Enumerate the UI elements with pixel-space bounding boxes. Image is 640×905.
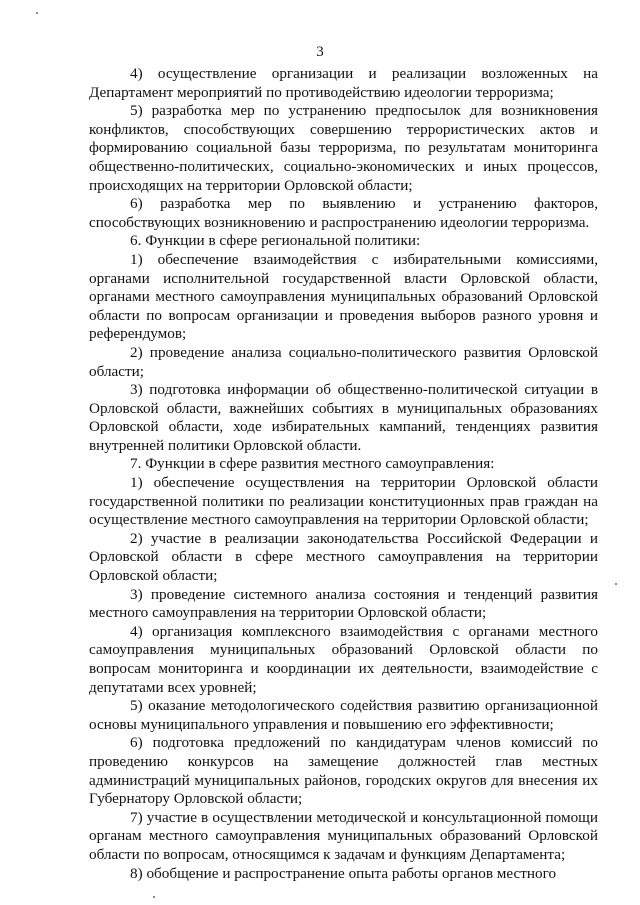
scan-speck xyxy=(153,896,155,898)
paragraph-local-5: 5) оказание методологического содействия развитию организационной основы муниципального управления и повышению его эффективности; xyxy=(89,697,598,733)
paragraph-local-6: 6) подготовка предложений по кандидатурам членов комиссий по проведению конкурсов на замещение должностей глав местных администраций муниципальных районов, городских округов для внесения их Губернатору Орловской области; xyxy=(89,734,598,808)
paragraph-local-1: 1) обеспечение осуществления на территории Орловской области государственной политики по реализации конституционных прав граждан на осуществление местного самоуправления на территории Орловской области; xyxy=(89,474,598,529)
paragraph-item-6-factors: 6) разработка мер по выявлению и устранению факторов, способствующих возникновению и распространению идеологии терроризма. xyxy=(89,195,598,231)
paragraph-local-7: 7) участие в осуществлении методической и консультационной помощи органам местного самоуправления муниципальных образований Орловской области по вопросам, относящимся к задачам и функциям Департамента; xyxy=(89,808,598,863)
body-text xyxy=(89,65,598,883)
paragraph-local-4: 4) организация комплексного взаимодействия с органами местного самоуправления муниципальных образований Орловской области по вопросам мониторинга и координации их деятельности, взаимодействие с депутатами всех уровней; xyxy=(89,622,598,696)
paragraph-local-2: 2) участие в реализации законодательства Российской Федерации и Орловской области в сфере местного самоуправления на территории Орловской области; xyxy=(89,529,598,585)
paragraph-local-3: 3) проведение системного анализа состояния и тенденций развития местного самоуправления на территории Орловской области; xyxy=(89,585,598,622)
section-heading-regional-policy: 6. Функции в сфере региональной политики: xyxy=(130,232,421,250)
paragraph-regional-3: 3) подготовка информации об общественно-политической ситуации в Орловской области, важнейших событиях в муниципальных образованиях Орловской области, ходе избирательных кампаний, тенденциях развития внутренней политики Орловской области. xyxy=(89,381,598,454)
paragraph-local-8: 8) обобщение и распространение опыта работы органов местного xyxy=(130,864,557,882)
section-heading-local-government: 7. Функции в сфере развития местного самоуправления: xyxy=(130,455,495,473)
scan-speck xyxy=(615,583,617,585)
paragraph-item-4-antiterror: 4) осуществление организации и реализации возложенных на Департамент мероприятий по противодействию идеологии терроризма; xyxy=(89,65,598,101)
paragraph-regional-1: 1) обеспечение взаимодействия с избирательными комиссиями, органами исполнительной государственной власти Орловской области, органами местного самоуправления муниципальных образований Орловской области по вопросам организации и проведения выборов разного уровня и референдумов; xyxy=(89,250,598,343)
paragraph-item-5-prevention: 5) разработка мер по устранению предпосылок для возникновения конфликтов, способствующих совершению террористических актов и формированию социальной базы терроризма, по результатам мониторинга общественно-политических, социально-экономических и иных процессов, происходящих на территории Орловской области; xyxy=(89,102,598,194)
page-number: 3 xyxy=(316,44,324,60)
scan-speck xyxy=(36,12,38,14)
paragraph-regional-2: 2) проведение анализа социально-политического развития Орловской области; xyxy=(89,343,598,380)
